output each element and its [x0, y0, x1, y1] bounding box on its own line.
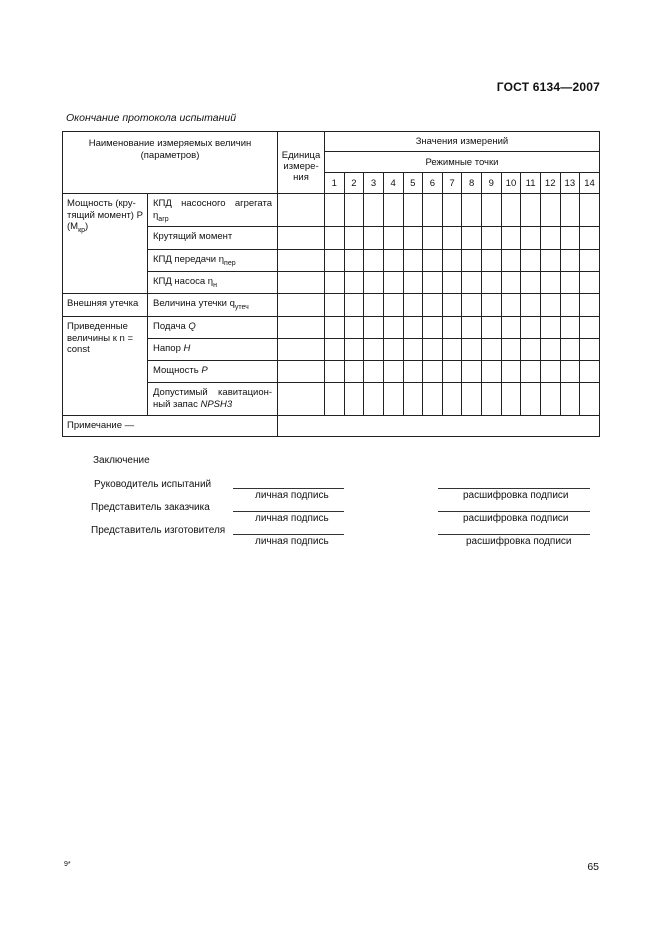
value-cell	[403, 339, 423, 361]
value-cell	[364, 339, 384, 361]
value-cell	[462, 361, 482, 383]
role-customer: Представитель заказчика	[91, 502, 210, 513]
value-cell	[442, 383, 462, 416]
table-caption: Окончание протокола испытаний	[66, 112, 237, 124]
value-cell	[364, 361, 384, 383]
unit-cell	[278, 272, 325, 294]
value-cell	[364, 227, 384, 250]
decode-line	[438, 511, 590, 512]
value-cell	[462, 383, 482, 416]
value-cell	[501, 194, 521, 227]
value-cell	[403, 383, 423, 416]
value-cell	[325, 272, 345, 294]
value-cell	[442, 339, 462, 361]
value-cell	[442, 317, 462, 339]
value-cell	[580, 227, 600, 250]
value-cell	[383, 294, 403, 317]
value-cell	[383, 250, 403, 272]
value-cell	[325, 294, 345, 317]
value-cell	[442, 361, 462, 383]
value-cell	[403, 227, 423, 250]
value-cell	[540, 272, 560, 294]
role-test-lead: Руководитель испытаний	[94, 479, 212, 490]
value-cell	[501, 383, 521, 416]
point-7: 7	[442, 173, 462, 194]
value-cell	[580, 317, 600, 339]
value-cell	[403, 194, 423, 227]
unit-cell	[278, 361, 325, 383]
value-cell	[540, 194, 560, 227]
value-cell	[560, 339, 580, 361]
table-row	[63, 294, 600, 317]
unit-cell	[278, 339, 325, 361]
value-cell	[344, 250, 364, 272]
value-cell	[325, 317, 345, 339]
conclusion-label: Заключение	[93, 455, 150, 466]
point-1: 1	[325, 173, 345, 194]
value-cell	[482, 383, 502, 416]
signature-caption: личная подпись	[255, 513, 329, 524]
param-npsh: Допустимый кавитацион-ный запас NPSH3	[148, 383, 278, 416]
unit-cell	[278, 250, 325, 272]
role-manufacturer: Представитель изготовителя	[91, 525, 226, 536]
signature-line	[233, 488, 344, 489]
value-cell	[560, 194, 580, 227]
value-cell	[423, 250, 443, 272]
value-cell	[325, 194, 345, 227]
value-cell	[501, 250, 521, 272]
param-pump-efficiency: КПД насоса $\eta_н$	[148, 272, 278, 294]
value-cell	[501, 339, 521, 361]
value-cell	[344, 294, 364, 317]
value-cell	[383, 361, 403, 383]
value-cell	[325, 227, 345, 250]
value-cell	[462, 339, 482, 361]
table-row	[63, 194, 600, 227]
value-cell	[423, 272, 443, 294]
value-cell	[344, 194, 364, 227]
value-cell	[344, 317, 364, 339]
unit-cell	[278, 227, 325, 250]
value-cell	[442, 250, 462, 272]
value-cell	[501, 317, 521, 339]
value-cell	[482, 361, 502, 383]
value-cell	[383, 317, 403, 339]
signature-line	[233, 511, 344, 512]
value-cell	[501, 361, 521, 383]
value-cell	[383, 272, 403, 294]
group-reduced: Приведенные величины к n = const	[63, 317, 148, 416]
value-cell	[580, 294, 600, 317]
value-cell	[560, 272, 580, 294]
mode-points-header: Режимные точки	[325, 152, 600, 173]
value-cell	[580, 361, 600, 383]
value-cell	[580, 272, 600, 294]
value-cell	[580, 383, 600, 416]
unit-cell	[278, 194, 325, 227]
value-cell	[482, 272, 502, 294]
value-cell	[521, 339, 541, 361]
point-3: 3	[364, 173, 384, 194]
value-cell	[462, 194, 482, 227]
value-cell	[383, 383, 403, 416]
signature-caption: личная подпись	[255, 490, 329, 501]
group-leak: Внешняя утечка	[63, 294, 148, 317]
value-cell	[344, 339, 364, 361]
value-cell	[403, 361, 423, 383]
point-6: 6	[423, 173, 443, 194]
value-cell	[423, 361, 443, 383]
value-cell	[580, 250, 600, 272]
value-cell	[364, 294, 384, 317]
value-cell	[560, 250, 580, 272]
unit-cell	[278, 317, 325, 339]
point-5: 5	[403, 173, 423, 194]
value-cell	[364, 383, 384, 416]
value-cell	[364, 194, 384, 227]
value-cell	[423, 194, 443, 227]
value-cell	[540, 227, 560, 250]
value-cell	[383, 339, 403, 361]
value-cell	[521, 383, 541, 416]
point-10: 10	[501, 173, 521, 194]
param-unit-efficiency: КПД насосного агрегата $\eta_{агр}$	[148, 194, 278, 227]
value-cell	[364, 250, 384, 272]
param-leak-value: Величина утечки $q_{утеч}$	[148, 294, 278, 317]
group-power: Мощность (кру-тящий момент) Р $(М_{кр})$	[63, 194, 148, 294]
unit-cell	[278, 294, 325, 317]
test-protocol-table	[62, 131, 600, 437]
decode-line	[438, 534, 590, 535]
param-torque: Крутящий момент	[148, 227, 278, 250]
value-cell	[560, 383, 580, 416]
decode-caption: расшифровка подписи	[463, 490, 569, 501]
value-cell	[482, 227, 502, 250]
value-cell	[383, 227, 403, 250]
value-cell	[482, 294, 502, 317]
value-cell	[344, 227, 364, 250]
param-head: Напор H	[148, 339, 278, 361]
note-value-cell	[278, 416, 600, 437]
value-cell	[423, 339, 443, 361]
value-cell	[462, 227, 482, 250]
decode-caption: расшифровка подписи	[463, 513, 569, 524]
value-cell	[423, 383, 443, 416]
param-power: Мощность P	[148, 361, 278, 383]
point-13: 13	[560, 173, 580, 194]
point-8: 8	[462, 173, 482, 194]
point-11: 11	[521, 173, 541, 194]
param-transmission-efficiency: КПД передачи $\eta_{пер}$	[148, 250, 278, 272]
value-cell	[560, 317, 580, 339]
sheet-mark: 9*	[64, 861, 71, 868]
table-row	[63, 317, 600, 339]
value-cell	[325, 339, 345, 361]
value-cell	[423, 317, 443, 339]
value-cell	[580, 339, 600, 361]
value-cell	[462, 272, 482, 294]
value-cell	[462, 294, 482, 317]
value-cell	[423, 294, 443, 317]
value-cell	[344, 383, 364, 416]
header-row-1	[63, 132, 600, 152]
value-cell	[540, 250, 560, 272]
value-cell	[521, 194, 541, 227]
value-cell	[540, 317, 560, 339]
unit-header: Единица измере-ния	[278, 132, 325, 194]
value-cell	[540, 294, 560, 317]
value-cell	[364, 317, 384, 339]
value-cell	[423, 227, 443, 250]
value-cell	[325, 361, 345, 383]
value-cell	[501, 294, 521, 317]
value-cell	[325, 250, 345, 272]
point-14: 14	[580, 173, 600, 194]
note-row	[63, 416, 600, 437]
value-cell	[560, 294, 580, 317]
value-cell	[521, 361, 541, 383]
value-cell	[501, 272, 521, 294]
value-cell	[462, 250, 482, 272]
value-cell	[521, 272, 541, 294]
value-cell	[560, 361, 580, 383]
value-cell	[482, 317, 502, 339]
page-number: 65	[587, 861, 599, 873]
value-cell	[364, 272, 384, 294]
param-flow: Подача Q	[148, 317, 278, 339]
value-cell	[521, 317, 541, 339]
decode-caption: расшифровка подписи	[466, 536, 572, 547]
value-cell	[442, 194, 462, 227]
value-cell	[442, 294, 462, 317]
point-2: 2	[344, 173, 364, 194]
signature-line	[233, 534, 344, 535]
values-header: Значения измерений	[325, 132, 600, 152]
value-cell	[403, 272, 423, 294]
unit-cell	[278, 383, 325, 416]
value-cell	[521, 227, 541, 250]
point-4: 4	[383, 173, 403, 194]
value-cell	[442, 227, 462, 250]
point-9: 9	[482, 173, 502, 194]
value-cell	[540, 383, 560, 416]
value-cell	[580, 194, 600, 227]
value-cell	[442, 272, 462, 294]
value-cell	[482, 339, 502, 361]
value-cell	[482, 250, 502, 272]
value-cell	[403, 317, 423, 339]
decode-line	[438, 488, 590, 489]
value-cell	[344, 361, 364, 383]
value-cell	[521, 250, 541, 272]
value-cell	[540, 339, 560, 361]
parameter-name-header: Наименование измеряемых величин (параметров)	[63, 132, 278, 194]
value-cell	[482, 194, 502, 227]
value-cell	[403, 250, 423, 272]
point-12: 12	[540, 173, 560, 194]
note-label: Примечание —	[63, 416, 278, 437]
value-cell	[462, 317, 482, 339]
value-cell	[540, 361, 560, 383]
signature-caption: личная подпись	[255, 536, 329, 547]
value-cell	[403, 294, 423, 317]
value-cell	[560, 227, 580, 250]
standard-code: ГОСТ 6134—2007	[496, 80, 600, 94]
value-cell	[344, 272, 364, 294]
value-cell	[325, 383, 345, 416]
value-cell	[521, 294, 541, 317]
value-cell	[383, 194, 403, 227]
value-cell	[501, 227, 521, 250]
